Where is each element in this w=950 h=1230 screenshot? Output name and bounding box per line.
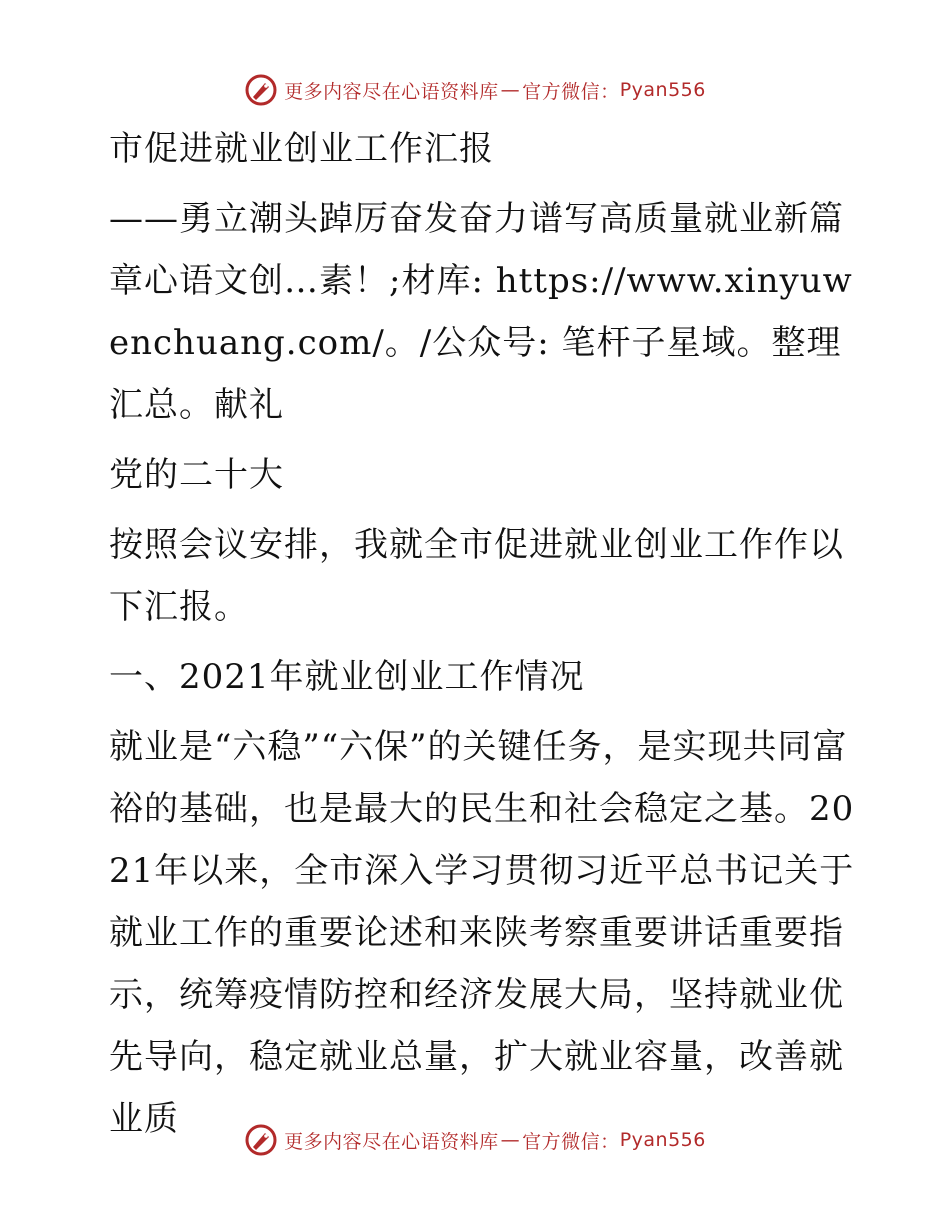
section-heading: 一、2021年就业创业工作情况 (109, 657, 585, 697)
watermark-banner-top (0, 70, 950, 110)
watermark-wechat-label: 官方微信： (522, 1130, 620, 1153)
watermark-text: 更多内容尽在心语资料库 (284, 1130, 499, 1153)
document-paragraph: 党的二十大 (109, 455, 284, 495)
watermark-wechat-id: Pyan556 (619, 79, 706, 101)
document-body (97, 118, 867, 1158)
pen-nib-logo-icon (244, 73, 278, 107)
document-paragraph: 按照会议安排，我就全市促进就业创业工作作以下汇报。 (109, 525, 844, 627)
document-paragraph: 就业是“六稳”“六保”的关键任务，是实现共同富裕的基础，也是最大的民生和社会稳定之基。2021年以来，全市深入学习贯彻习近平总书记关于就业工作的重要论述和来陕考察重要讲话重要指示，统筹疫情防控和经济发展大局，坚持就业优先导向，稳定就业总量，扩大就业容量，改善就业质 (109, 727, 855, 1139)
document-subtitle: ——勇立潮头踔厉奋发奋力谱写高质量就业新篇章心语文创…素！;材库: https://www.xinyuwenchuang.com/。/公众号: 笔杆子星域。整理汇总。献礼 (109, 199, 853, 425)
watermark-separator: — (500, 1129, 521, 1151)
watermark-banner-bottom (0, 1120, 950, 1160)
watermark-wechat-id: Pyan556 (619, 1129, 706, 1151)
watermark-separator: — (500, 79, 521, 101)
watermark-wechat-label: 官方微信： (522, 80, 620, 103)
pen-nib-logo-icon (244, 1123, 278, 1157)
watermark-text: 更多内容尽在心语资料库 (284, 80, 499, 103)
document-title: 市促进就业创业工作汇报 (109, 129, 494, 169)
